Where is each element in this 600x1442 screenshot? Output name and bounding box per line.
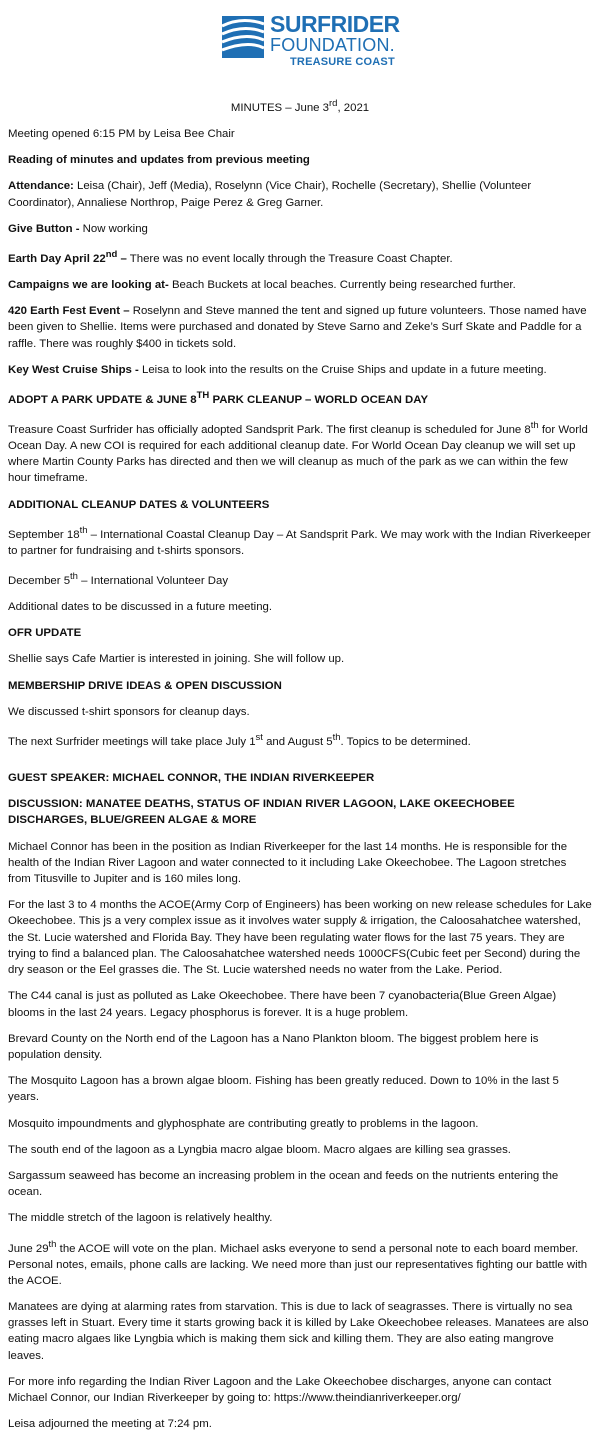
key-west-item: Key West Cruise Ships - Leisa to look into the results on the Cruise Ships and update in a future meeting. (8, 363, 547, 376)
discussion-paragraph: The south end of the lagoon as a Lyngbia macro algae bloom. Macro algaes are killing sea grasses. (8, 1143, 511, 1156)
discussion-paragraph: Sargassum seaweed has become an increasing problem in the ocean and feeds on the nutrients entering the ocean. (8, 1169, 559, 1199)
membership-text: We discussed t-shirt sponsors for cleanup days. (8, 705, 250, 718)
earth-day-item: Earth Day April 22nd – There was no event locally through the Treasure Coast Chapter. (8, 249, 453, 265)
minutes-body (8, 90, 592, 1442)
discussion-paragraph: June 29th the ACOE will vote on the plan. Michael asks everyone to send a personal note to each board member. Personal notes, emails, phone calls are lacking. We need more than just our representatives fighting our battle with the ACOE. (8, 1238, 588, 1287)
surfrider-logo (222, 11, 400, 72)
logo-line-chapter: TREASURE COAST (290, 56, 395, 68)
membership-heading: MEMBERSHIP DRIVE IDEAS & OPEN DISCUSSION (8, 679, 282, 692)
discussion-paragraph: Brevard County on the North end of the Lagoon has a Nano Plankton bloom. The biggest problem here is population density. (8, 1032, 539, 1061)
logo-line-surfrider: SURFRIDER (270, 11, 400, 37)
meeting-adjourned: Leisa adjourned the meeting at 7:24 pm. (8, 1418, 212, 1431)
guest-speaker-heading: GUEST SPEAKER: MICHAEL CONNOR, THE INDIAN RIVERKEEPER (8, 772, 375, 785)
give-button-item: Give Button - Now working (8, 222, 148, 235)
discussion-paragraph: For more info regarding the Indian River Lagoon and the Lake Okeechobee discharges, anyone can contact Michael Connor, our Indian Riverkeeper by going to: https://www.theindianriverkeeper.org/ (8, 1375, 552, 1404)
reading-minutes: Reading of minutes and updates from previous meeting (8, 154, 310, 167)
discussion-paragraph: The C44 canal is just as polluted as Lake Okeechobee. There have been 7 cyanobacteria(Blue Green Algae) blooms in the last 24 years. Legacy phosphorus is forever. It is a huge problem. (8, 990, 557, 1019)
discussion-paragraph: Mosquito impoundments and glyphosphate are contributing greatly to problems in the lagoon. (8, 1117, 479, 1130)
discussion-paragraph: For the last 3 to 4 months the ACOE(Army Corp of Engineers) has been working on new release schedules for Lake Okeechobee. This js a very complex issue as it involves water supply & irrigation, the Caloosahatchee watershed, the St. Lucie watershed and Florida Bay. They have been regulating water flows for the last 75 years. They are trying to find a balanced plan. The Caloosahatchee watershed needs 1000CFS(Cubic feet per Second) during the dry season or the Eel grasses die. The St. Lucie watershed needs no water from the Lake. Period. (8, 899, 592, 977)
attendance: Attendance: Leisa (Chair), Jeff (Media), Roselynn (Vice Chair), Rochelle (Secretary), Shellie (Volunteer Coordinator), Annaliese Northrop, Paige Perez & Greg Garner. (8, 180, 532, 209)
discussion-paragraph: The middle stretch of the lagoon is relatively healthy. (8, 1212, 273, 1225)
adopt-park-heading: ADOPT A PARK UPDATE & JUNE 8TH PARK CLEANUP – WORLD OCEAN DAY (8, 390, 429, 406)
earth-fest-item: 420 Earth Fest Event – Roselynn and Steve manned the tent and signed up future volunteers. Those named have been given to Shellie. Items were purchased and donated by Steve Sarno and Zeke’s Surf Skate and Paddle for a raffle. There was roughly $400 in tickets sold. (8, 305, 587, 350)
september-item: September 18th – International Coastal Cleanup Day – At Sandsprit Park. We may work with the Indian Riverkeeper to partner for fundraising and t-shirts sponsors. (8, 524, 591, 557)
additional-cleanup-heading: ADDITIONAL CLEANUP DATES & VOLUNTEERS (8, 498, 270, 511)
discussion-heading: DISCUSSION: MANATEE DEATHS, STATUS OF INDIAN RIVER LAGOON, LAKE OKEECHOBEE DISCHARGES, BLUE/GREEN ALGAE & MORE (8, 798, 515, 827)
document-title: MINUTES – June 3rd, 2021 (230, 98, 370, 114)
ofr-heading: OFR UPDATE (8, 627, 82, 640)
discussion-paragraph: The Mosquito Lagoon has a brown algae bloom. Fishing has been greatly reduced. Down to 10% in the last 5 years. (8, 1075, 559, 1104)
discussion-paragraph: Michael Connor has been in the position as Indian Riverkeeper for the last 14 months. He is responsible for the health of the Indian River Lagoon and water connected to it including Lake Okeechobee. The Lagoon stretches from Titusville to Jupiter and is 160 miles long. (8, 840, 568, 886)
ofr-text: Shellie says Cafe Martier is interested in joining. She will follow up. (8, 653, 345, 666)
adopt-park-text: Treasure Coast Surfrider has officially adopted Sandsprit Park. The first cleanup is scheduled for June 8th for World Ocean Day. A new COI is required for each additional cleanup date. For World Ocean Day cleanup we will set up where Martin County Parks has directed and then we will cleanup as much of the park as we can within the few hour timeframe. (8, 420, 588, 485)
discussion-paragraph: Manatees are dying at alarming rates from starvation. This is due to lack of seagrasses. There is virtually no sea grasses left in Stuart. Every time it starts growing back it is killed by Lake Okeechobee releases. Manatees are also eating macro algaes like Lyngbia which is making them sick and killing them. They are also eating mangrove leaves. (8, 1300, 589, 1362)
wave-logo-icon (222, 16, 264, 58)
meeting-opened: Meeting opened 6:15 PM by Leisa Bee Chair (8, 128, 235, 140)
next-meetings: The next Surfrider meetings will take place July 1st and August 5th. Topics to be determined. (8, 732, 471, 748)
december-item: December 5th – International Volunteer Day (8, 571, 229, 587)
campaigns-item: Campaigns we are looking at- Beach Buckets at local beaches. Currently being researched further. (8, 279, 516, 292)
logo-line-foundation: FOUNDATION. (270, 35, 395, 55)
additional-dates-text: Additional dates to be discussed in a future meeting. (8, 601, 273, 614)
